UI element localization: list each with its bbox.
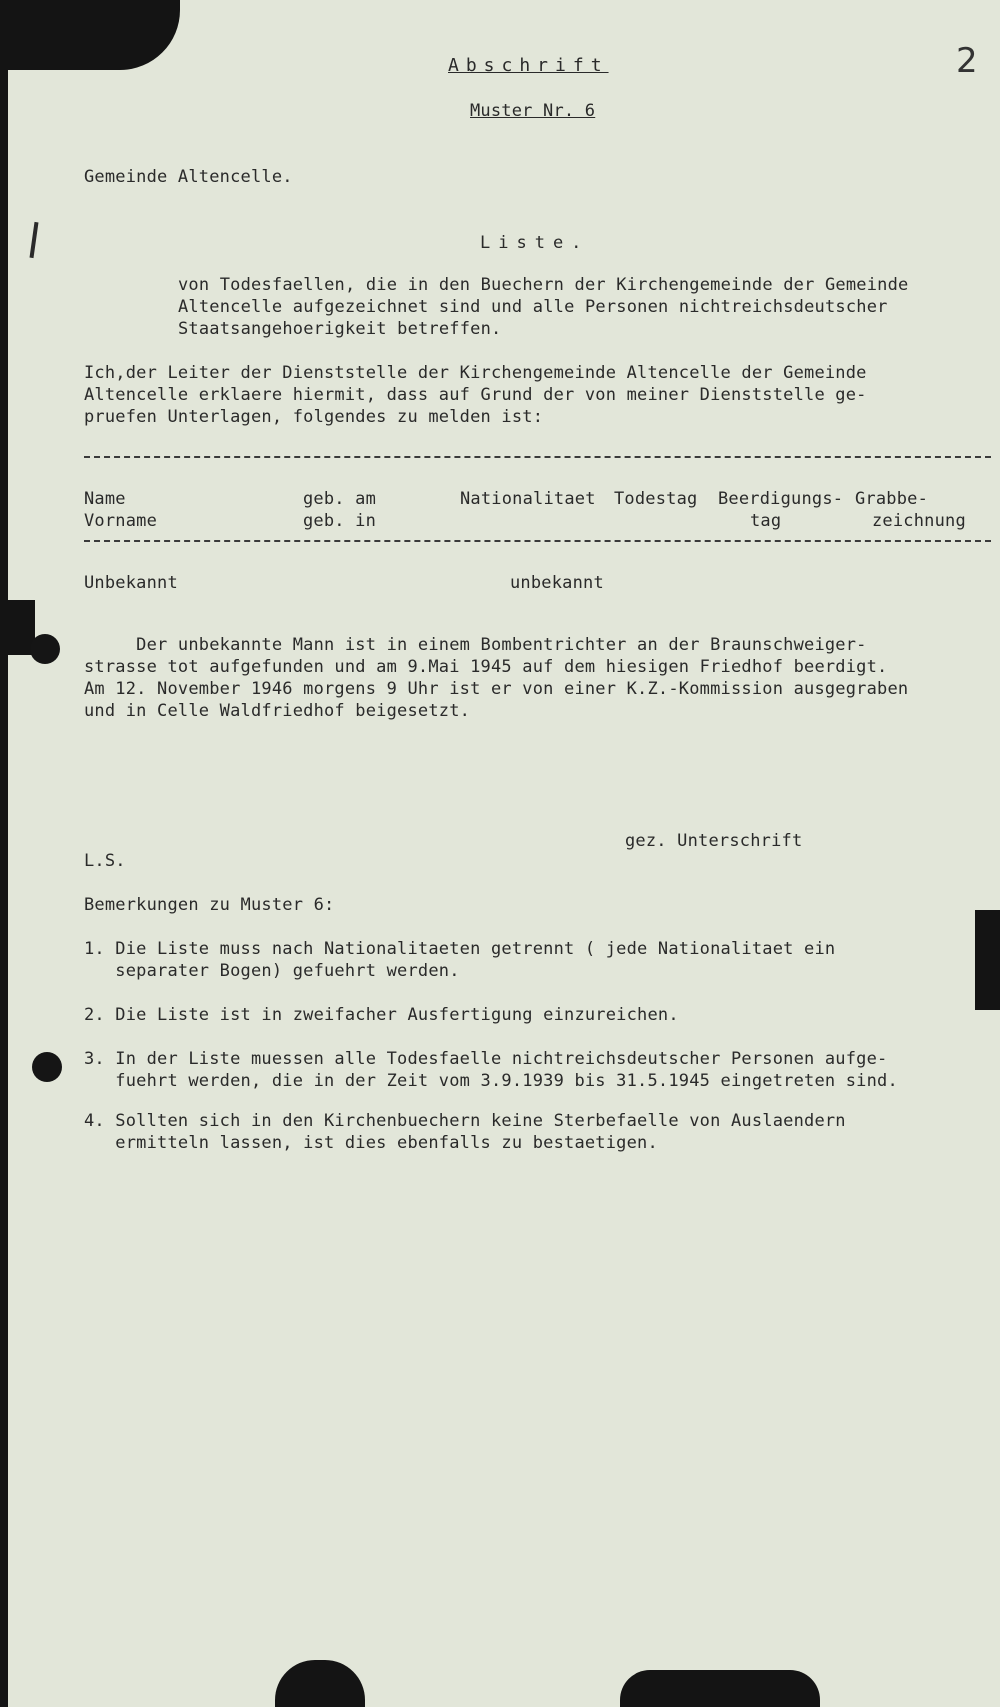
header-burial-2: tag: [750, 511, 782, 531]
declaration-line: Altencelle erklaere hiermit, dass auf Grund der von meiner Dienststelle ge-: [84, 385, 867, 405]
table-rule-bottom: [84, 540, 991, 542]
remark-line: 1. Die Liste muss nach Nationalitaeten getrennt ( jede Nationalitaet ein: [84, 939, 836, 959]
municipality: Gemeinde Altencelle.: [84, 167, 293, 187]
list-heading: Liste.: [480, 233, 590, 253]
header-vorname: Vorname: [84, 511, 158, 531]
declaration-line: pruefen Unterlagen, folgendes zu melden ist:: [84, 407, 544, 427]
intro-line: Altencelle aufgezeichnet sind und alle Personen nichtreichsdeutscher: [178, 297, 888, 317]
row-name: Unbekannt: [84, 573, 178, 593]
narrative-line: und in Celle Waldfriedhof beigesetzt.: [84, 701, 471, 721]
remark-line: 3. In der Liste muessen alle Todesfaelle nichtreichsdeutscher Personen aufge-: [84, 1049, 888, 1069]
header-grave: Grabbe-: [855, 489, 929, 509]
torn-edge-bottom: [275, 1660, 365, 1707]
remark-line: fuehrt werden, die in der Zeit vom 3.9.1939 bis 31.5.1945 eingetreten sind.: [84, 1071, 898, 1091]
punch-hole-upper: [30, 634, 60, 664]
form-number: Muster Nr. 6: [470, 101, 596, 121]
header-burial: Beerdigungs-: [718, 489, 844, 509]
remark-line: ermitteln lassen, ist dies ebenfalls zu bestaetigen.: [84, 1133, 658, 1153]
declaration-line: Ich,der Leiter der Dienststelle der Kirchengemeinde Altencelle der Gemeinde: [84, 363, 867, 383]
remarks-heading: Bemerkungen zu Muster 6:: [84, 895, 335, 915]
header-grave-2: zeichnung: [872, 511, 966, 531]
header-geb-am: geb. am: [303, 489, 377, 509]
intro-line: von Todesfaellen, die in den Buechern der Kirchengemeinde der Gemeinde: [178, 275, 909, 295]
header-nationality: Nationalitaet: [460, 489, 596, 509]
signature: gez. Unterschrift: [625, 831, 803, 851]
remark-line: 4. Sollten sich in den Kirchenbuechern keine Sterbefaelle von Auslaendern: [84, 1111, 846, 1131]
table-rule-top: [84, 456, 991, 458]
torn-edge-bottom-2: [620, 1670, 820, 1707]
document-title: Abschrift: [448, 55, 609, 76]
header-death-day: Todestag: [614, 489, 698, 509]
header-geb-in: geb. in: [303, 511, 377, 531]
margin-mark: [30, 222, 39, 258]
scan-edge-left: [0, 60, 8, 1707]
row-nationality: unbekannt: [510, 573, 604, 593]
narrative-line: strasse tot aufgefunden und am 9.Mai 1945 auf dem hiesigen Friedhof beerdigt.: [84, 657, 888, 677]
remark-line: separater Bogen) gefuehrt werden.: [84, 961, 460, 981]
narrative-line: Am 12. November 1946 morgens 9 Uhr ist er von einer K.Z.-Kommission ausgegraben: [84, 679, 909, 699]
header-name: Name: [84, 489, 126, 509]
page-number: 2: [956, 41, 978, 81]
punch-hole-lower: [32, 1052, 62, 1082]
seal-mark: L.S.: [84, 851, 126, 871]
torn-edge-right: [975, 910, 1000, 1010]
intro-line: Staatsangehoerigkeit betreffen.: [178, 319, 502, 339]
narrative-line: Der unbekannte Mann ist in einem Bombentrichter an der Braunschweiger-: [84, 635, 867, 655]
torn-corner-top-left: [0, 0, 180, 70]
remark-line: 2. Die Liste ist in zweifacher Ausfertigung einzureichen.: [84, 1005, 679, 1025]
